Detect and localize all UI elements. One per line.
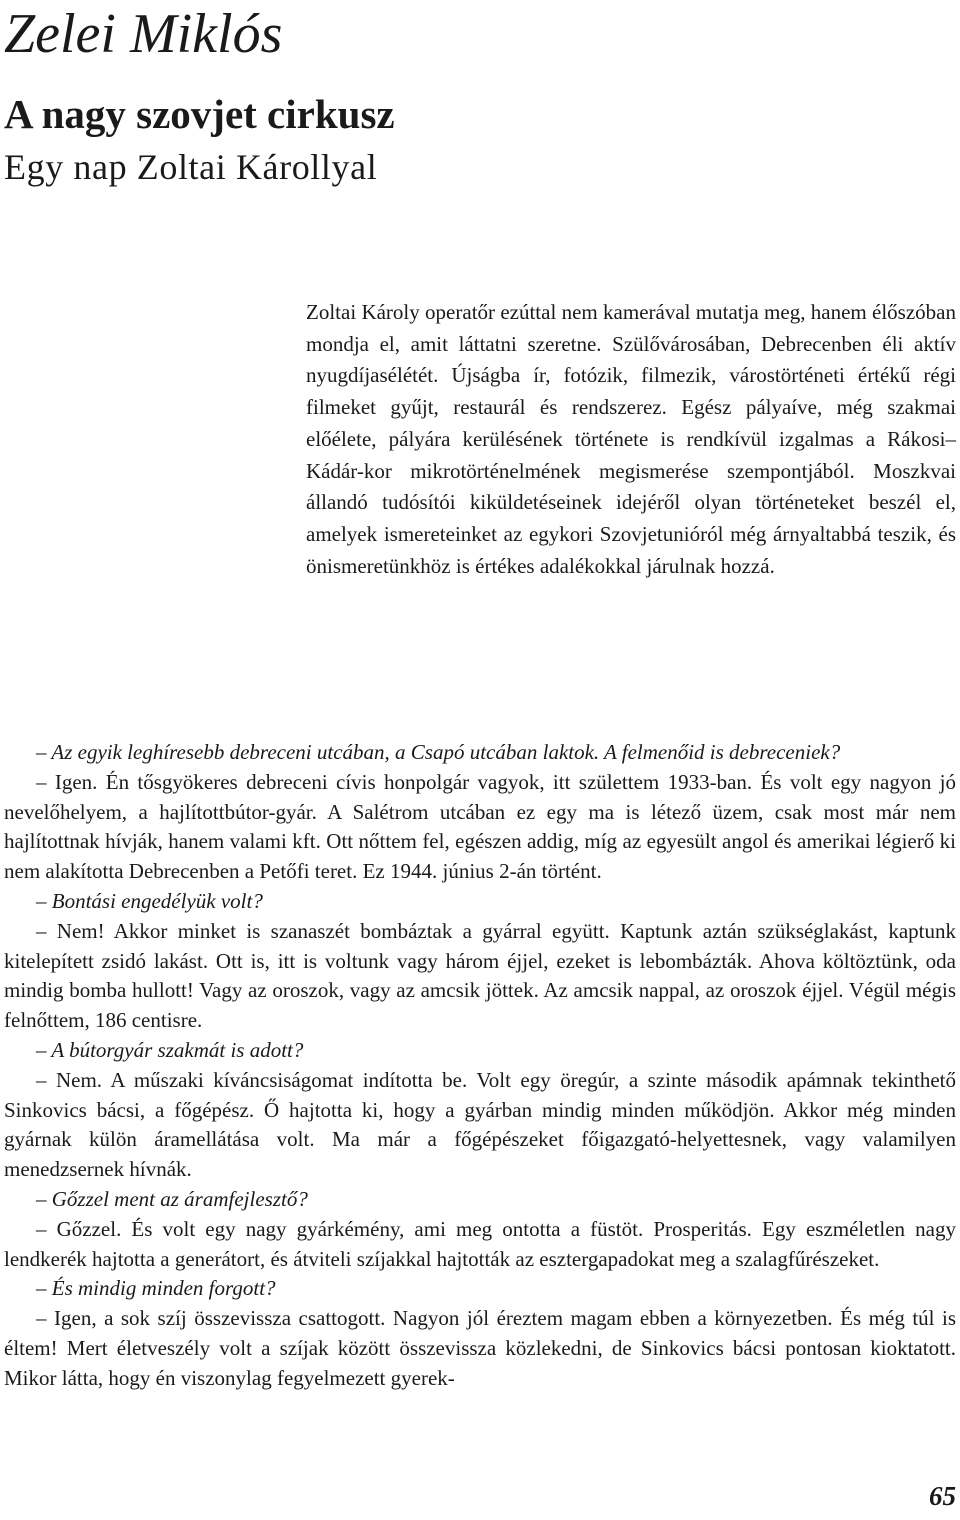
- interview-answer: – Gőzzel. És volt egy nagy gyárkémény, ami meg ontotta a füstöt. Prosperitás. Egy eszméletlen nagy lendkerék hajtotta a generátort, és átviteli szíjakkal hajtották az esztergapadokat meg a szalagfűrészeket.: [4, 1216, 956, 1271]
- interview-body: [4, 738, 956, 1394]
- lead-paragraph: Zoltai Károly operatőr ezúttal nem kamerával mutatja meg, hanem élőszóban mondja el, amit láttatni szeretne. Szülővárosában, Debrecenben éli aktív nyugdíjasélétét. Újságba ír, fotózik, filmezik, várostörténeti értékű régi filmeket gyűjt, restaurál és rendszerez. Egész pályaíve, még szakmai előélete, pályára kerülésének története is rendkívül izgalmas a Rákosi–Kádár-kor mikrotörténelmének megismerése szempontjából. Moszkvai állandó tudósítói kiküldetéseinek idejéről olyan történeteket beszél el, amelyek ismereteinket az egykori Szovjetunióról még árnyaltabbá teszik, és önismeretünkhöz is értékes adalékokkal járulnak hozzá.: [306, 300, 956, 578]
- interview-question: – A bútorgyár szakmát is adott?: [36, 1037, 304, 1062]
- interview-question: – Bontási engedélyük volt?: [36, 888, 263, 913]
- author-name: Zelei Miklós: [4, 3, 283, 65]
- interview-answer: – Igen, a sok szíj összevissza csattogott. Nagyon jól éreztem magam ebben a környezetben. És még túl is éltem! Mert életveszély volt a szíjak között összevissza közlekedni, de Sinkovics bácsi pontosan kioktatott. Mikor látta, hogy én viszonylag fegyelmezett gyerek-: [4, 1306, 956, 1390]
- interview-question: – És mindig minden forgott?: [36, 1276, 276, 1301]
- interview-question: – Gőzzel ment az áramfejlesztő?: [36, 1186, 308, 1211]
- article-title: A nagy szovjet cirkusz: [4, 91, 395, 137]
- interview-answer: – Nem. A műszaki kíváncsiságomat indította be. Volt egy öregúr, a szinte második apámnak tekinthető Sinkovics bácsi, a főgépész. Ő hajtotta ki, hogy a gyárban mindig minden működjön. Akkor még minden gyárnak külön áramellátása volt. Ma már a főgépészeket főigazgató-helyettesnek, vagy valamilyen menedzsernek hívnák.: [4, 1067, 956, 1182]
- interview-answer: – Igen. Én tősgyökeres debreceni cívis honpolgár vagyok, itt születtem 1933-ban. És volt egy nagyon jó nevelőhelyem, a hajlítottbútor-gyár. A Salétrom utcában ez egy ma is létező üzem, csak most már nem hajlítottnak hívják, hanem valami kft. Ott nőttem fel, egészen addig, míg az egyesült angol és amerikai légierő ki nem alakította Debrecenben a Petőfi teret. Ez 1944. június 2-án történt.: [4, 769, 956, 884]
- article-subtitle: Egy nap Zoltai Károllyal: [4, 147, 378, 187]
- page-number: 65: [929, 1481, 956, 1511]
- interview-answer: – Nem! Akkor minket is szanaszét bombáztak a gyárral együtt. Kaptunk aztán szükséglakást, kaptunk kitelepített zsidó lakást. Ott is, itt is voltunk vagy három éjjel, ezeket is lebombázták. Ahova költöztünk, oda mindig bomba hullott! Vagy az oroszok, vagy az amcsik jöttek. Az amcsik nappal, az oroszok éjjel. Végül mégis felnőttem, 186 centisre.: [4, 918, 956, 1033]
- interview-question: – Az egyik leghíresebb debreceni utcában, a Csapó utcában laktok. A felmenőid is debreceniek?: [36, 740, 841, 764]
